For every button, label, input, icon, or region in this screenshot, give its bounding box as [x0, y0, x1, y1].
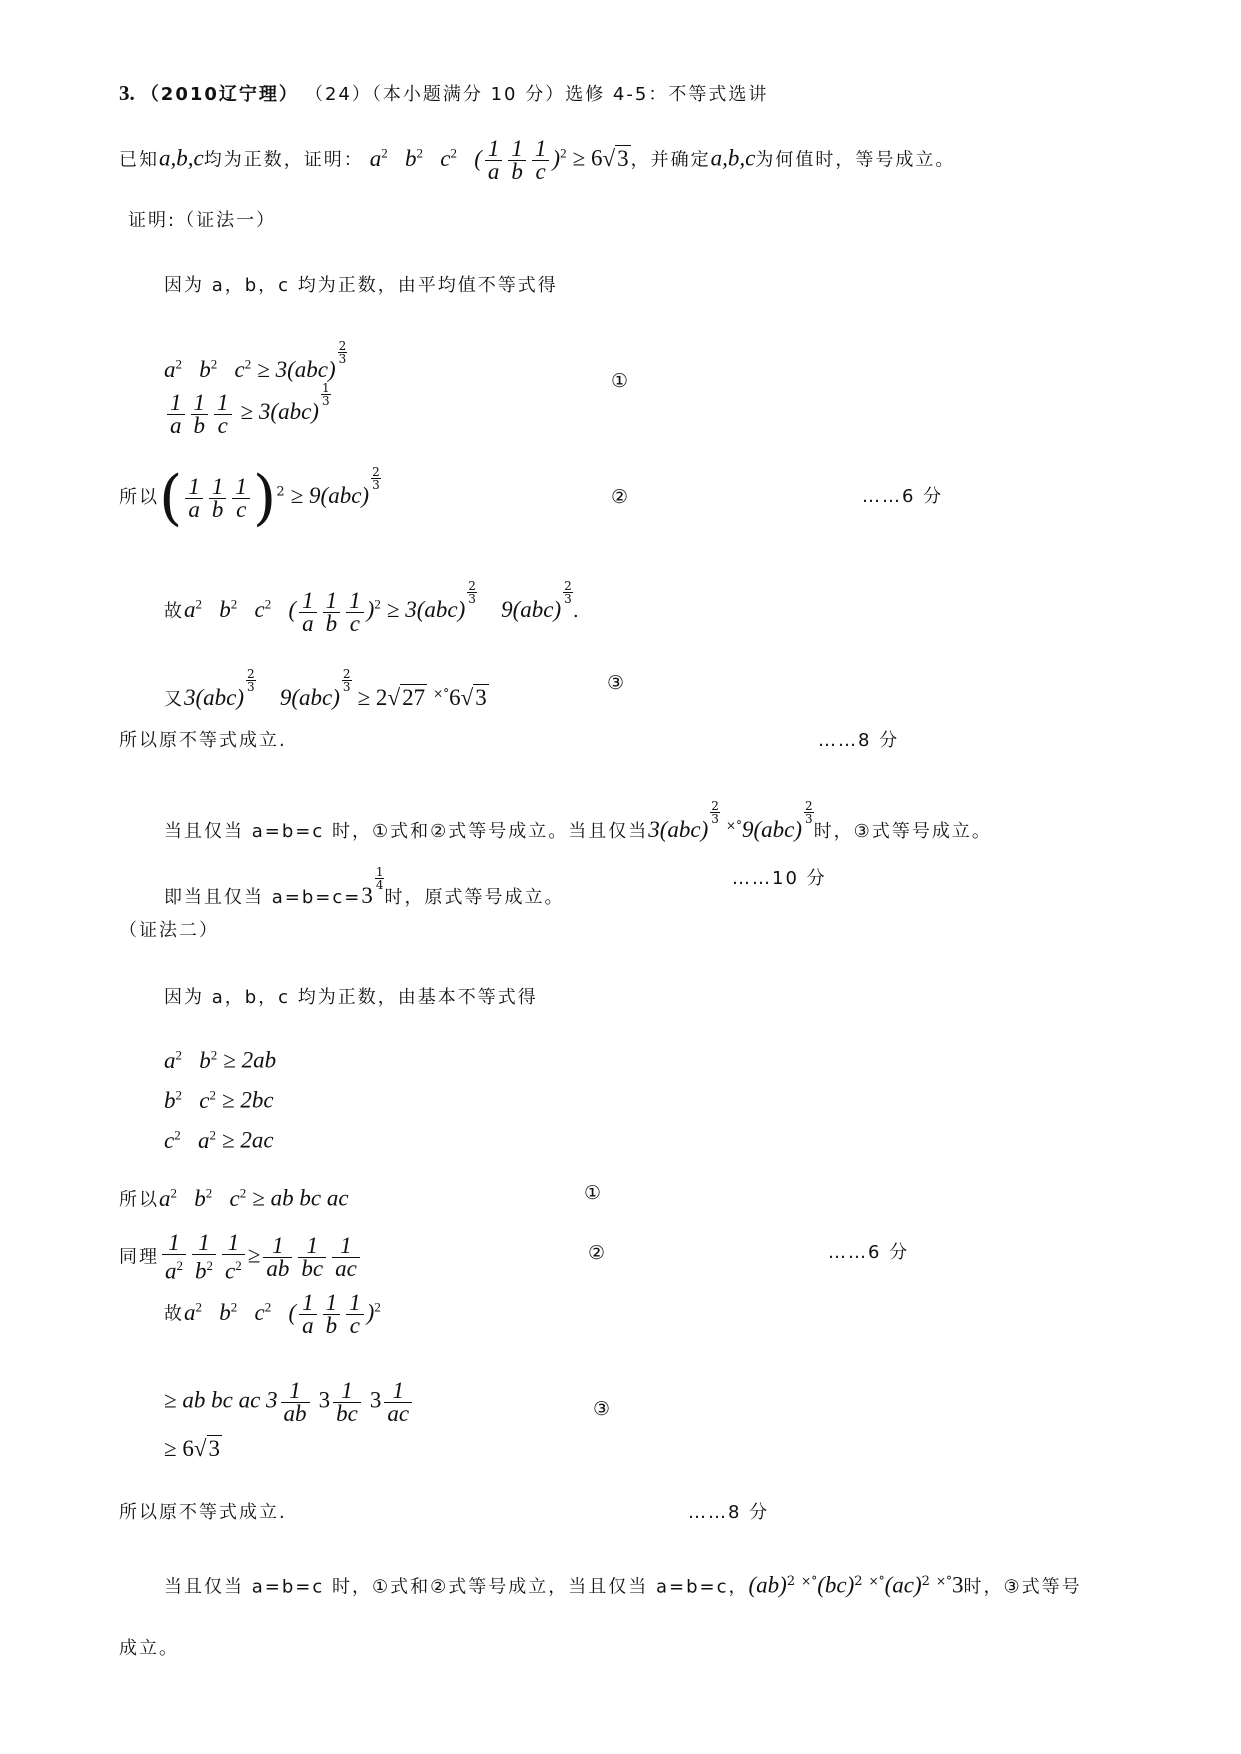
proof2-eq-end: 成立。 — [119, 1638, 179, 1659]
problem-meta: （24）（本小题满分 10 分）选修 4-5：不等式选讲 — [304, 84, 769, 105]
eq2-a: 即当且仅当 a=b=c= — [164, 887, 362, 908]
line4-tail: 9(abc) — [501, 597, 562, 622]
proof1-intro: 因为 a，b，c 均为正数，由平均值不等式得 — [164, 275, 558, 296]
p2-l7: ≥ 6 — [164, 1436, 194, 1461]
proof1-line2: $\frac{1}{a}$ $\frac{1}{b}$ $\frac{1}{c}$ ≥ 3(abc) $\frac{1}{3}$ — [164, 382, 331, 437]
proof1-mark1: ① — [611, 370, 629, 392]
line5-a: 3(abc) — [184, 685, 245, 710]
p2-l3: ≥ 2ac — [222, 1127, 274, 1153]
p2-eq-m2: (bc) — [817, 1572, 855, 1598]
p2-eq-a: 当且仅当 a=b=c 时，①式和②式等号成立，当且仅当 a=b=c， — [164, 1576, 749, 1598]
proof2-eq: 当且仅当 a=b=c 时，①式和②式等号成立，当且仅当 a=b=c，(ab)$^2$ ×°(bc)$^2$ ×°(ac)$^2$ ×°3时，③式等号 — [164, 1572, 1082, 1598]
proof1-eq2: 即当且仅当 a=b=c=3 $\frac{1}{4}$ 时，原式等号成立。 — [164, 865, 565, 908]
proof2-score8: ……8 分 — [688, 1502, 770, 1523]
eq1-m1: 3(abc) — [648, 817, 709, 842]
proof1-score6: ……6 分 — [862, 486, 944, 507]
proof2-l5b: 故$a^2$ $b^2$ $c^2$ ( $\frac{1}{a}$ $\frac{1}{b}$ $\frac{1}{c}$ )$^2$ — [164, 1290, 381, 1338]
proof2-score6: ……6 分 — [828, 1242, 910, 1263]
proof1-score10: ……10 分 — [732, 868, 827, 889]
p2-eq-b: 时，③式等号 — [963, 1576, 1082, 1598]
p2-l1: ≥ 2ab — [223, 1047, 277, 1073]
p2-same: 同理 — [119, 1246, 159, 1268]
eq1-a: 当且仅当 a=b=c 时，①式和②式等号成立。当且仅当 — [164, 821, 649, 842]
proof2-mark1: ① — [584, 1182, 602, 1204]
proof2-intro: 因为 a，b，c 均为正数，由基本不等式得 — [164, 987, 538, 1008]
proof1-mark2: ② — [611, 486, 629, 508]
problem-number: 3. — [119, 81, 135, 105]
problem-title-line — [119, 80, 768, 108]
p2-so: 所以 — [119, 1189, 159, 1211]
sqrt-arg: 3 — [617, 145, 629, 171]
p2-l7-sqrt: 3 — [208, 1436, 220, 1461]
proof1-conclude: 所以原不等式成立. — [119, 730, 287, 751]
proof1-line5: 又3(abc) $\frac{2}{3}$ 9(abc) $\frac{2}{3}$ ≥ 2√27 ×°6√3 — [164, 667, 487, 710]
proof1-eq1: 当且仅当 a=b=c 时，①式和②式等号成立。当且仅当3(abc) $\frac{2}{3}$ ×°9(abc) $\frac{2}{3}$ 时，③式等号成立。 — [164, 799, 992, 842]
p2-l2: ≥ 2bc — [222, 1087, 274, 1113]
proof1-line3: 所以( $\frac{1}{a}$ $\frac{1}{b}$ $\frac{1}{c}$ )$^2$ ≥ 9(abc) $\frac{2}{3}$ — [119, 463, 380, 533]
proof2-l7: ≥ 6√3 — [164, 1436, 220, 1461]
proof1-line4: 故$a^2$ $b^2$ $c^2$ ( $\frac{1}{a}$ $\frac{1}{b}$ $\frac{1}{c}$ )$^2$ ≥ 3(abc) $\frac{2}{3}$ 9(abc) $\frac{2}{3}$ . — [164, 579, 579, 636]
line1-rhs: ≥ 3(abc) — [257, 357, 336, 382]
eq2-base: 3 — [361, 883, 373, 908]
problem-statement: 已知a,b,c均为正数，证明： $a^2$ $b^2$ $c^2$ ( $\frac{1}{a}$ $\frac{1}{b}$ $\frac{1}{c}$ )$^2$ ≥ 6√3 ，并确定a,b,c为何值时，等号成立。 — [119, 136, 956, 184]
line3-rhs: ≥ 9(abc) — [290, 483, 370, 508]
line5-c: ≥ 2 — [357, 685, 388, 710]
ineq-rhs: ≥ 6 — [572, 145, 603, 171]
p2-eq-m4: 3 — [952, 1572, 964, 1598]
p2-eq-m3: (ac) — [884, 1572, 922, 1598]
eq1-b: 时，③式等号成立。 — [813, 821, 992, 842]
proof2-l6: ≥ ab bc ac 3 $\frac{1}{ab}$ 3 $\frac{1}{bc}$ 3 $\frac{1}{ac}$ — [164, 1380, 415, 1425]
proof2-l4: 所以$a^2$ $b^2$ $c^2$ ≥ ab bc ac — [119, 1185, 349, 1211]
proof1-line1: $a^2$ $b^2$ $c^2 \ge 3(abc)$ $\frac{2}{3}$ — [164, 339, 347, 382]
known-prefix: 已知 — [119, 149, 159, 171]
proof2-conclude: 所以原不等式成立. — [119, 1502, 287, 1523]
proof2-heading: （证法二） — [119, 920, 219, 941]
p2-l4: ≥ ab bc ac — [252, 1185, 349, 1211]
line5-sqrt2: 3 — [475, 685, 487, 710]
known-suffix: ，并确定 — [630, 149, 711, 171]
known-mid: 均为正数，证明： — [203, 149, 364, 171]
gu: 故 — [164, 601, 184, 622]
line5-d: 6 — [449, 685, 461, 710]
problem-source: （2010辽宁理） — [140, 84, 299, 105]
line5-b: 9(abc) — [279, 685, 340, 710]
line5-sqrt: 27 — [402, 685, 426, 710]
variables: a,b,c — [159, 145, 204, 171]
you: 又 — [164, 689, 184, 710]
proof1-mark3: ③ — [607, 672, 625, 694]
eq2-b: 时，原式等号成立。 — [384, 887, 565, 908]
proof2-l2: $b^2$ $c^2 \ge 2bc$ — [164, 1087, 274, 1113]
proof2-mark2: ② — [588, 1242, 606, 1264]
p2-gu: 故 — [164, 1303, 184, 1325]
proof2-l3: $c^2$ $a^2 \ge 2ac$ — [164, 1127, 274, 1153]
proof2-l5: 同理 $\frac{1}{a^2}$ $\frac{1}{b^2}$ $\frac{1}{c^2}$ ≥ $\frac{1}{ab}$ $\frac{1}{bc}$ $\frac{1}{ac}$ — [119, 1232, 363, 1283]
proof2-l1: $a^2$ $b^2 \ge 2ab$ — [164, 1047, 277, 1073]
known-end: 为何值时，等号成立。 — [755, 149, 956, 171]
line2-rhs: ≥ 3(abc) — [240, 399, 319, 424]
p2-l6: ≥ ab bc ac 3 — [164, 1387, 278, 1413]
p2-eq-m: (ab) — [748, 1572, 787, 1598]
line4-rhs: ≥ 3(abc) — [386, 597, 466, 622]
proof1-score8: ……8 分 — [818, 730, 900, 751]
proof2-mark3: ③ — [593, 1398, 611, 1420]
proof1-heading: 证明:（证法一） — [128, 210, 277, 231]
eq1-m2: 9(abc) — [742, 817, 803, 842]
so-prefix: 所以 — [119, 487, 159, 508]
